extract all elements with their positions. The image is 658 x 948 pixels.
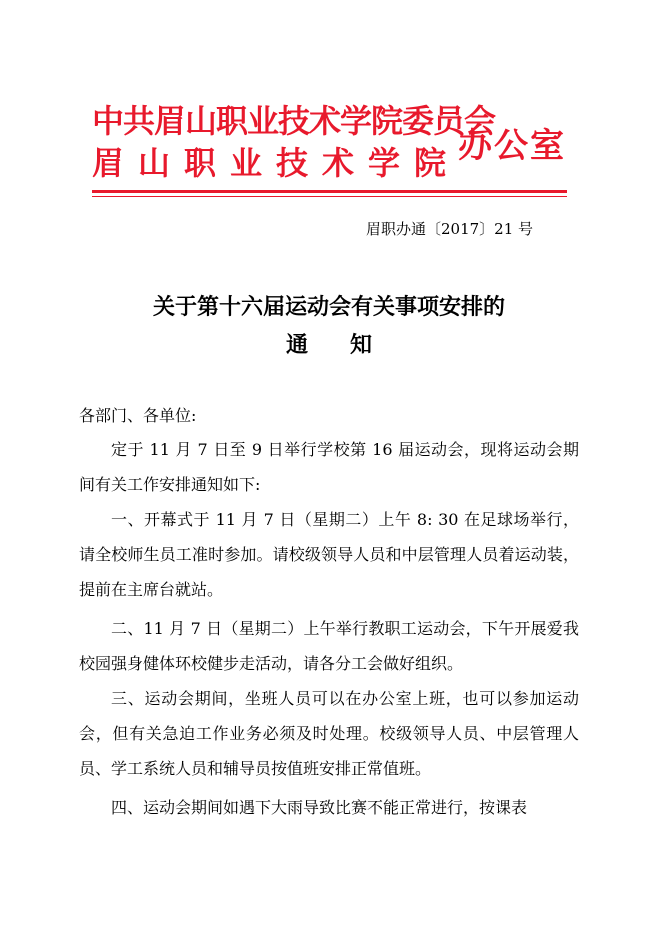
paragraph-item-1: 一、开幕式于 11 月 7 日（星期二）上午 8: 30 在足球场举行，请全校师生员工准时参加。请校级领导人员和中层管理人员着运动装，提前在主席台就站。 (79, 510, 579, 599)
header-rule-thick (92, 190, 567, 193)
org-name-line1: 中共眉山职业技术学院委员会 (92, 102, 496, 140)
paragraph-item-4: 四、运动会期间如遇下大雨导致比赛不能正常进行，按课表 (111, 798, 528, 817)
paragraph-item-2: 二、11 月 7 日（星期二）上午举行教职工运动会，下午开展爱我校园强身健体环校健步走活动，请各分工会做好组织。 (79, 619, 579, 673)
document-number: 眉职办通〔2017〕21 号 (366, 220, 534, 238)
paragraph-intro: 定于 11 月 7 日至 9 日举行学校第 16 届运动会，现将运动会期间有关工作安排通知如下: (79, 440, 579, 494)
office-label: 办公室 (458, 126, 566, 166)
salutation: 各部门、各单位: (79, 406, 197, 425)
paragraph-item-3: 三、运动会期间，坐班人员可以在办公室上班，也可以参加运动会，但有关急迫工作业务必须及时处理。校级领导人员、中层管理人员、学工系统人员和辅导员按值班安排正常值班。 (79, 689, 579, 778)
org-name-line2: 眉山职业技术学院 (92, 144, 461, 182)
document-title-line1: 关于第十六届运动会有关事项安排的 (152, 294, 505, 320)
document-title-line2: 通知 (285, 332, 414, 358)
header-rule-thin (92, 196, 567, 197)
